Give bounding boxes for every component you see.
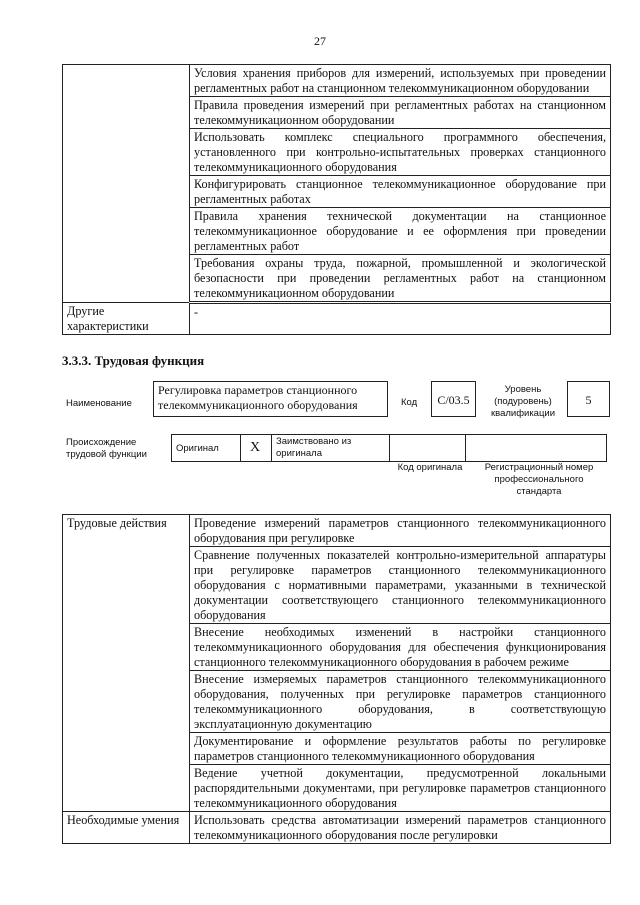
section-heading: 3.3.3. Трудовая функция — [62, 353, 205, 368]
other-characteristics-value: - — [190, 303, 611, 335]
original-label: Оригинал — [176, 443, 219, 454]
skills-label: Необходимые умения — [63, 812, 190, 844]
table-row: Внесение измеряемых параметров станционного телекоммуникационного оборудования, полученных при регулировке параметров станционного телекоммуникационного оборудования, в соответствующую эксплуатационную документацию — [190, 671, 611, 733]
table-row: Использовать средства автоматизации измерений параметров станционного телекоммуникационного оборудования после регулировки — [190, 812, 611, 844]
reg-number-caption: Регистрационный номер профессионального стандарта — [484, 462, 594, 497]
table-row: Ведение учетной документации, предусмотренной локальными распорядительными документами, при регулировке параметров станционного телекоммуникационного оборудования — [190, 765, 611, 812]
table-row: Правила хранения технической документации на станционное телекоммуникационное оборудование и ее оформления при проведении регламентных работ — [190, 208, 611, 255]
origin-label: Происхождение трудовой функции — [66, 437, 147, 460]
table-row: Проведение измерений параметров станционного телекоммуникационного оборудования при регулировке — [190, 515, 611, 547]
table-row: Правила проведения измерений при регламентных работах на станционном телекоммуникационном оборудовании — [190, 97, 611, 129]
labor-actions-label: Трудовые действия — [63, 515, 190, 812]
level-label: Уровень (подуровень) квалификации — [490, 384, 556, 419]
code-label: Код — [401, 397, 418, 408]
other-characteristics-label: Другие характеристики — [63, 303, 190, 335]
code-value-box: C/03.5 — [431, 381, 476, 417]
borrowed-label: Заимствовано из оригинала — [276, 436, 352, 459]
labor-actions-table — [62, 514, 611, 844]
name-label: Наименование — [66, 398, 132, 409]
name-value-box: Регулировка параметров станционного телекоммуникационного оборудования — [153, 381, 388, 417]
table-row: Требования охраны труда, пожарной, промышленной и экологической безопасности при проведении регламентных работ на станционном телекоммуникационном оборудовании — [190, 255, 611, 303]
table-row: Конфигурировать станционное телекоммуникационное оборудование при регламентных работах — [190, 176, 611, 208]
table-row: Использовать комплекс специального программного обеспечения, установленного при контрольно-испытательных проверках станционного телекоммуникационного оборудования — [190, 129, 611, 176]
table-row: Условия хранения приборов для измерений, используемых при проведении регламентных работ на станционном телекоммуникационном оборудовании — [190, 65, 611, 97]
knowledge-table — [62, 64, 611, 335]
level-value-box: 5 — [567, 381, 610, 417]
table-row: Внесение необходимых изменений в настройки станционного телекоммуникационного оборудования для обеспечения функционирования станционного телекоммуникационного оборудования в рабочем режиме — [190, 624, 611, 671]
code-original-cell — [389, 434, 466, 462]
code-original-caption: Код оригинала — [397, 462, 463, 473]
table-row: Документирование и оформление результатов работы по регулировке параметров станционного телекоммуникационного оборудования — [190, 733, 611, 765]
original-mark: X — [250, 440, 261, 455]
table-row: Сравнение полученных показателей контрольно-измерительной аппаратуры при регулировке параметров станционного телекоммуникационного оборудования с нормативными параметрами, указанными в технической документации соответствующего станционного телекоммуникационного оборудования — [190, 547, 611, 624]
knowledge-label-cell — [63, 65, 190, 303]
page-number: 27 — [314, 34, 326, 48]
